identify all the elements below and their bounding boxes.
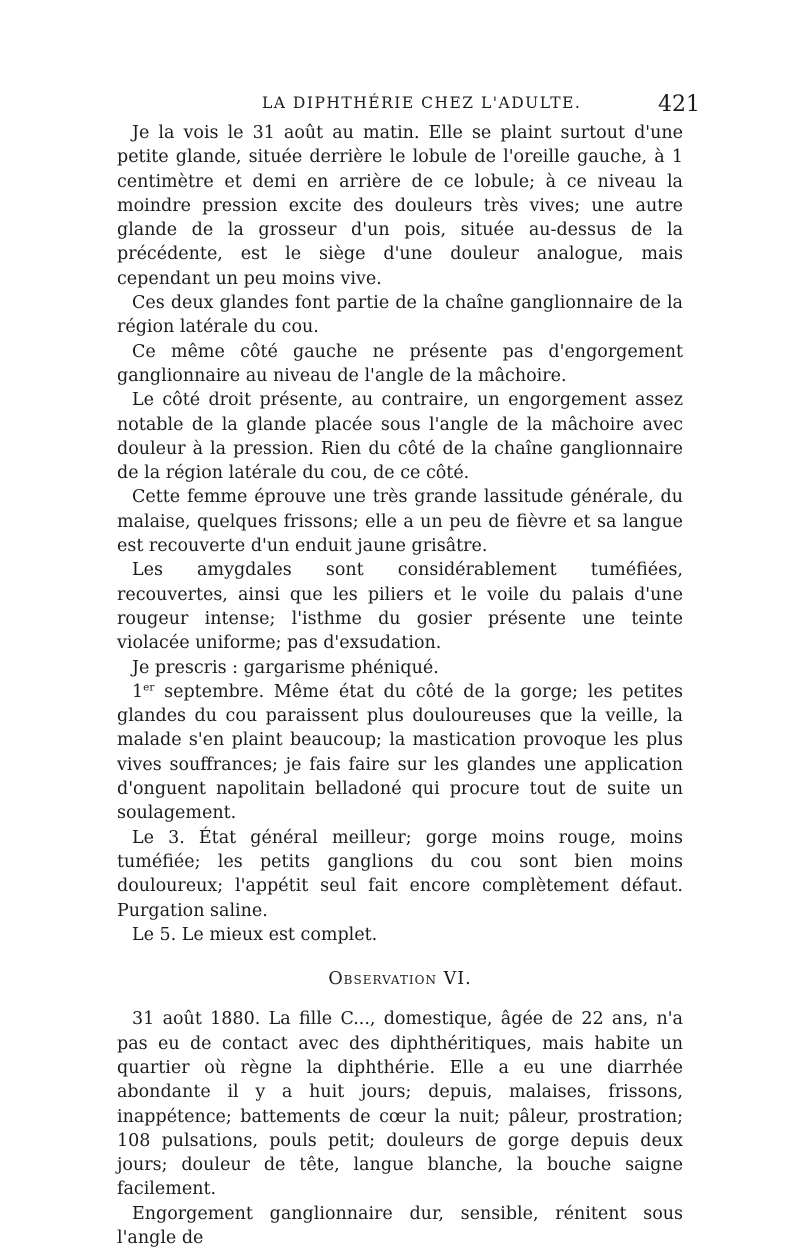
- paragraph: Engorgement ganglionnaire dur, sensible, rénitent sous l'angle de: [117, 1203, 683, 1249]
- paragraph: Cette femme éprouve une très grande lassitude générale, du malaise, quelques frissons; elle a un peu de fièvre et sa langue est recouverte d'un enduit jaune grisâtre.: [117, 487, 683, 557]
- paragraph-text: septembre. Même état du côté de la gorge; les petites glandes du cou paraissent plus douloureuses que la veille, la malade s'en plaint beaucoup; la mastication provoque les plus vives souffrances; je fais faire sur les glandes une application d'onguent napolitain belladoné qui procure tout de suite un soulagement.: [117, 681, 683, 824]
- paragraph-september-1: [117, 680, 683, 826]
- page-number: 421: [658, 92, 700, 117]
- paragraph: Les amygdales sont considérablement tuméfiées, recouvertes, ainsi que les piliers et le voile du palais d'une rougeur intense; l'isthme du gosier présente une teinte violacée uniforme; pas d'exsudation.: [117, 560, 683, 654]
- page-header: [0, 92, 800, 120]
- observation-heading: Observation VI.: [328, 969, 472, 990]
- paragraph: Le 5. Le mieux est complet.: [132, 924, 378, 945]
- paragraph: Je la vois le 31 août au matin. Elle se plaint surtout d'une petite glande, située derrière le lobule de l'oreille gauche, à 1 centimètre et demi en arrière de ce lobule; à ce niveau la moindre pression excite des douleurs très vives; une autre glande de la grosseur d'un pois, située au-dessus de la précédente, est le siège d'une douleur analogue, mais cependant un peu moins vive.: [117, 123, 683, 289]
- paragraph: Ce même côté gauche ne présente pas d'engorgement ganglionnaire au niveau de l'angle de la mâchoire.: [117, 341, 683, 386]
- paragraph: Ces deux glandes font partie de la chaîne ganglionnaire de la région latérale du cou.: [117, 293, 683, 338]
- paragraph: Le 3. État général meilleur; gorge moins rouge, moins tuméfiée; les petits ganglions du cou sont bien moins douloureux; l'appétit seul fait encore complètement défaut. Purgation saline.: [117, 827, 683, 921]
- paragraph: Le côté droit présente, au contraire, un engorgement assez notable de la glande placée sous l'angle de la mâchoire avec douleur à la pression. Rien du côté de la chaîne ganglionnaire de la région latérale du cou, de ce côté.: [117, 390, 683, 484]
- paragraph: Je prescris : gargarisme phéniqué.: [132, 657, 439, 678]
- running-title: LA DIPHTHÉRIE CHEZ L'ADULTE.: [262, 94, 582, 112]
- day-number: 1: [132, 681, 144, 702]
- page-body: [117, 121, 683, 1250]
- paragraph: 31 août 1880. La fille C..., domestique, âgée de 22 ans, n'a pas eu de contact avec des diphthéritiques, mais habite un quartier où règne la diphthérie. Elle a eu une diarrhée abondante il y a huit jours; depuis, malaises, frissons, inappétence; battements de cœur la nuit; pâleur, prostration; 108 pulsations, pouls petit; douleurs de gorge depuis deux jours; douleur de tête, langue blanche, la bouche saigne facilement.: [117, 1009, 683, 1200]
- ordinal-suffix: er: [143, 681, 155, 694]
